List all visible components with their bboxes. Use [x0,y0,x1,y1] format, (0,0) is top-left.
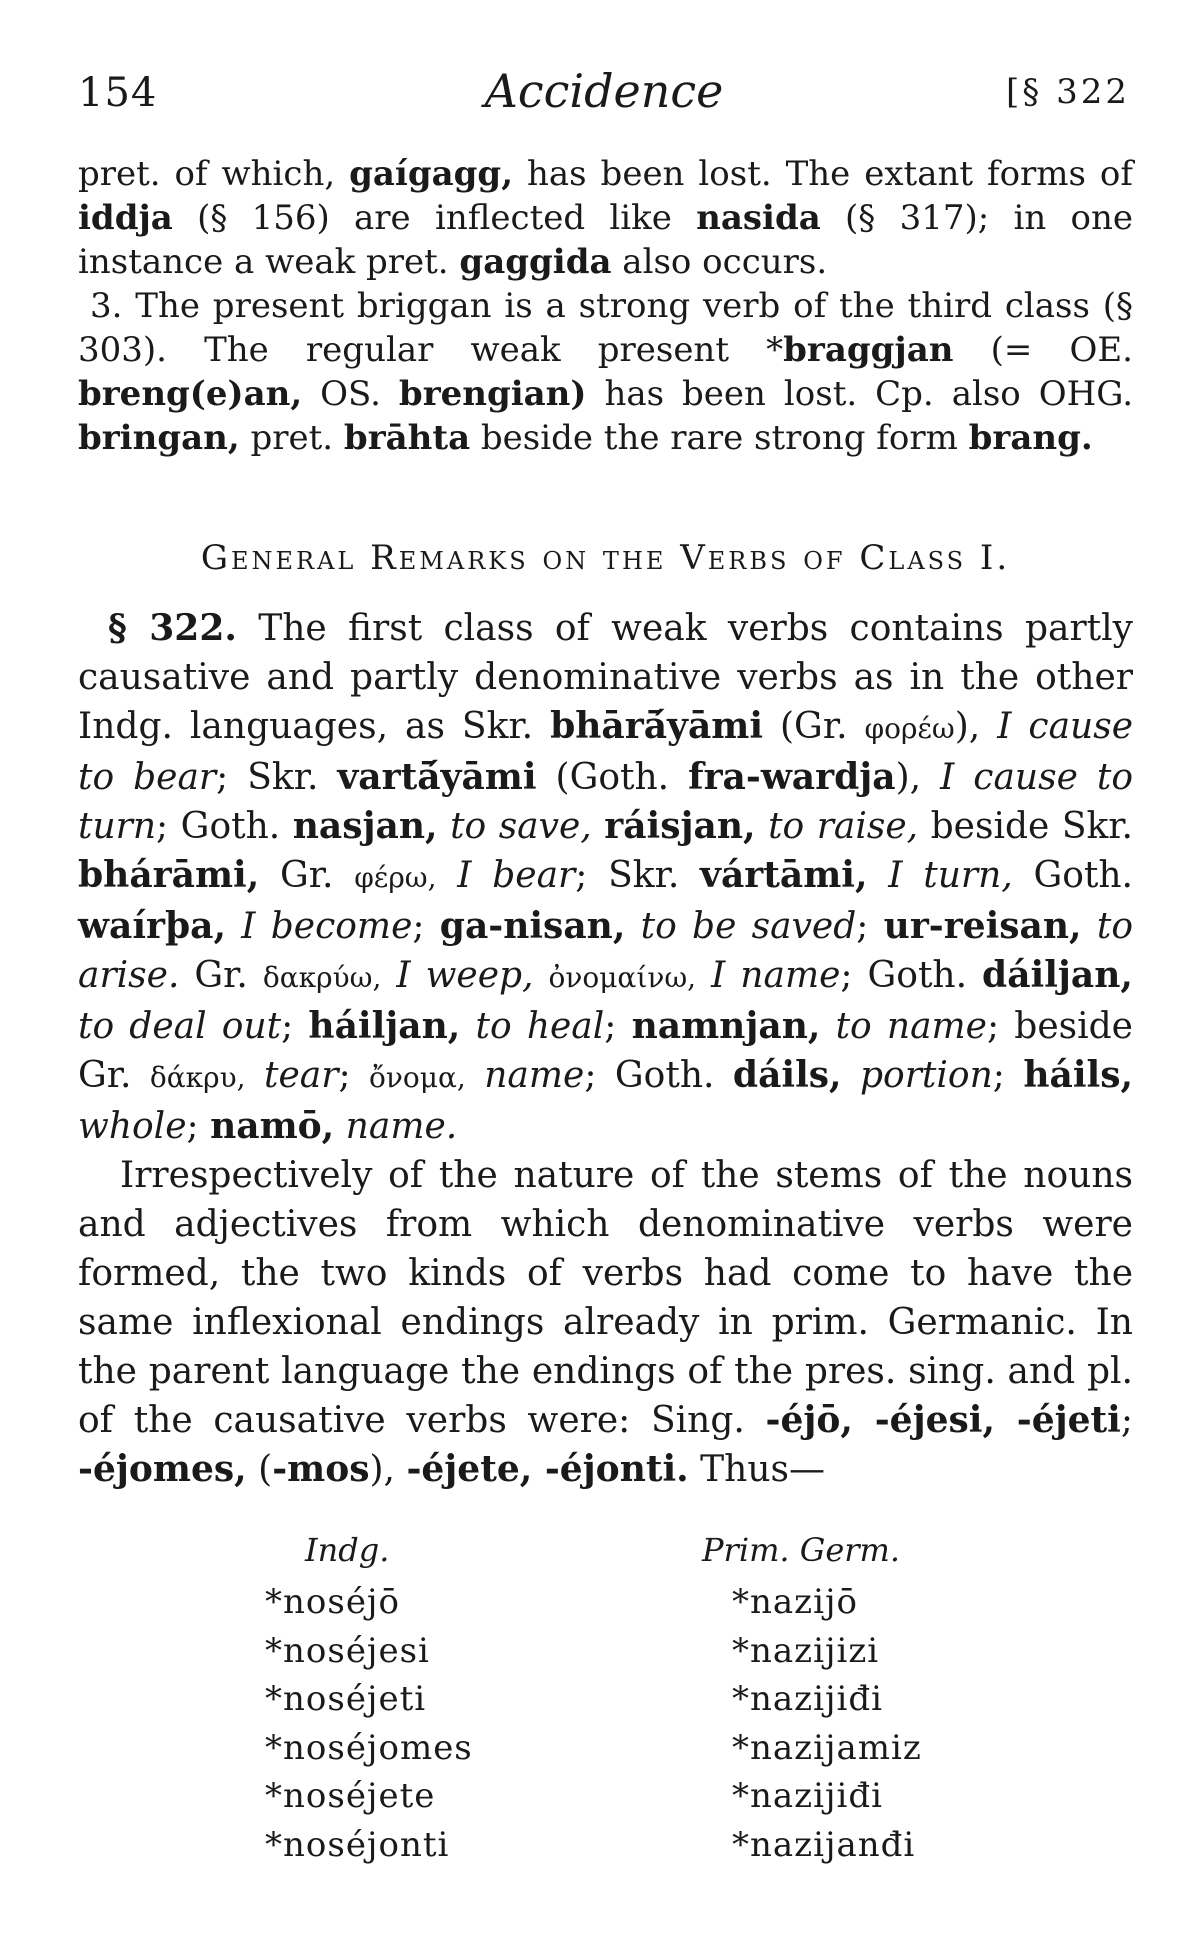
page-header [78,62,1130,122]
table-cell: *nazijamiz [732,1727,922,1768]
table-cell: *noséjete [265,1776,436,1816]
paragraph-inflexion: Irrespectively of the nature of the stems of the nouns and adjectives from which denominative verbs were formed, the two kinds of verbs had come to have the same inflexional endings already in prim. Germanic. In the parent language the endings of the pres. sing. and pl. of the causative verbs were: Sing. -éjō, -éjesi, -éjeti; -éjomes, (-mos), -éjete, -éjonti. Thus— [78,1155,1133,1490]
page-body [78,152,1133,1494]
table-cell: *noséjesi [265,1630,430,1671]
table-cell: *nazijanđi [732,1824,916,1865]
running-title: Accidence [484,64,724,118]
table-cell: *nazijizi [732,1630,880,1671]
section-reference: [§ 322 [1006,72,1130,112]
table-cell: *noséjō [265,1582,400,1622]
table-cell: *noséjeti [265,1679,427,1719]
table-cell: *nazijō [732,1582,858,1622]
table-cell: *nazijiđi [732,1776,884,1816]
column-header-prim-germ: Prim. Germ. [702,1531,901,1569]
indg-column [265,1530,585,1869]
page-number: 154 [78,70,158,116]
prim-germ-column [702,1530,1022,1869]
table-cell: *noséjomes [265,1727,473,1768]
section-heading: General Remarks on the Verbs of Class I. [200,538,1011,578]
paragraph-note-3: 3. The present briggan is a strong verb of the third class (§ 303). The regular weak present *braggjan (= OE. breng(e)an, OS. brengian) has been lost. Cp. also OHG. bringan, pret. brāhta beside the rare strong form brang. [78,286,1134,458]
paragraph-322: § 322. The first class of weak verbs contains partly causative and partly denominative verbs as in the other Indg. languages, as Skr. bhārā́yāmi (Gr. φορέω), I cause to bear; Skr. vartā́yāmi (Goth. fra-wardja), I cause to turn; Goth. nasjan, to save, ráisjan, to raise, beside Skr. bhárāmi, Gr. φέρω, I bear; Skr. vártāmi, I turn, Goth. waírþa, I become; ga-nisan, to be saved; ur-reisan, to arise. Gr. δακρύω, I weep, ὀνομαίνω, I name; Goth. dáiljan, to deal out; háiljan, to heal; namnjan, to name; beside Gr. δάκρυ, tear; ὄνομα, name; Goth. dáils, portion; háils, whole; namō, name. [78,607,1134,1147]
table-cell: *noséjonti [265,1824,450,1865]
paragraph-continuation: pret. of which, gaígagg, has been lost. The extant forms of iddja (§ 156) are inflected like nasida (§ 317); in one instance a weak pret. gaggida also occurs. [78,154,1133,282]
column-header-indg: Indg. [305,1531,390,1569]
table-cell: *nazijiđi [732,1679,884,1719]
